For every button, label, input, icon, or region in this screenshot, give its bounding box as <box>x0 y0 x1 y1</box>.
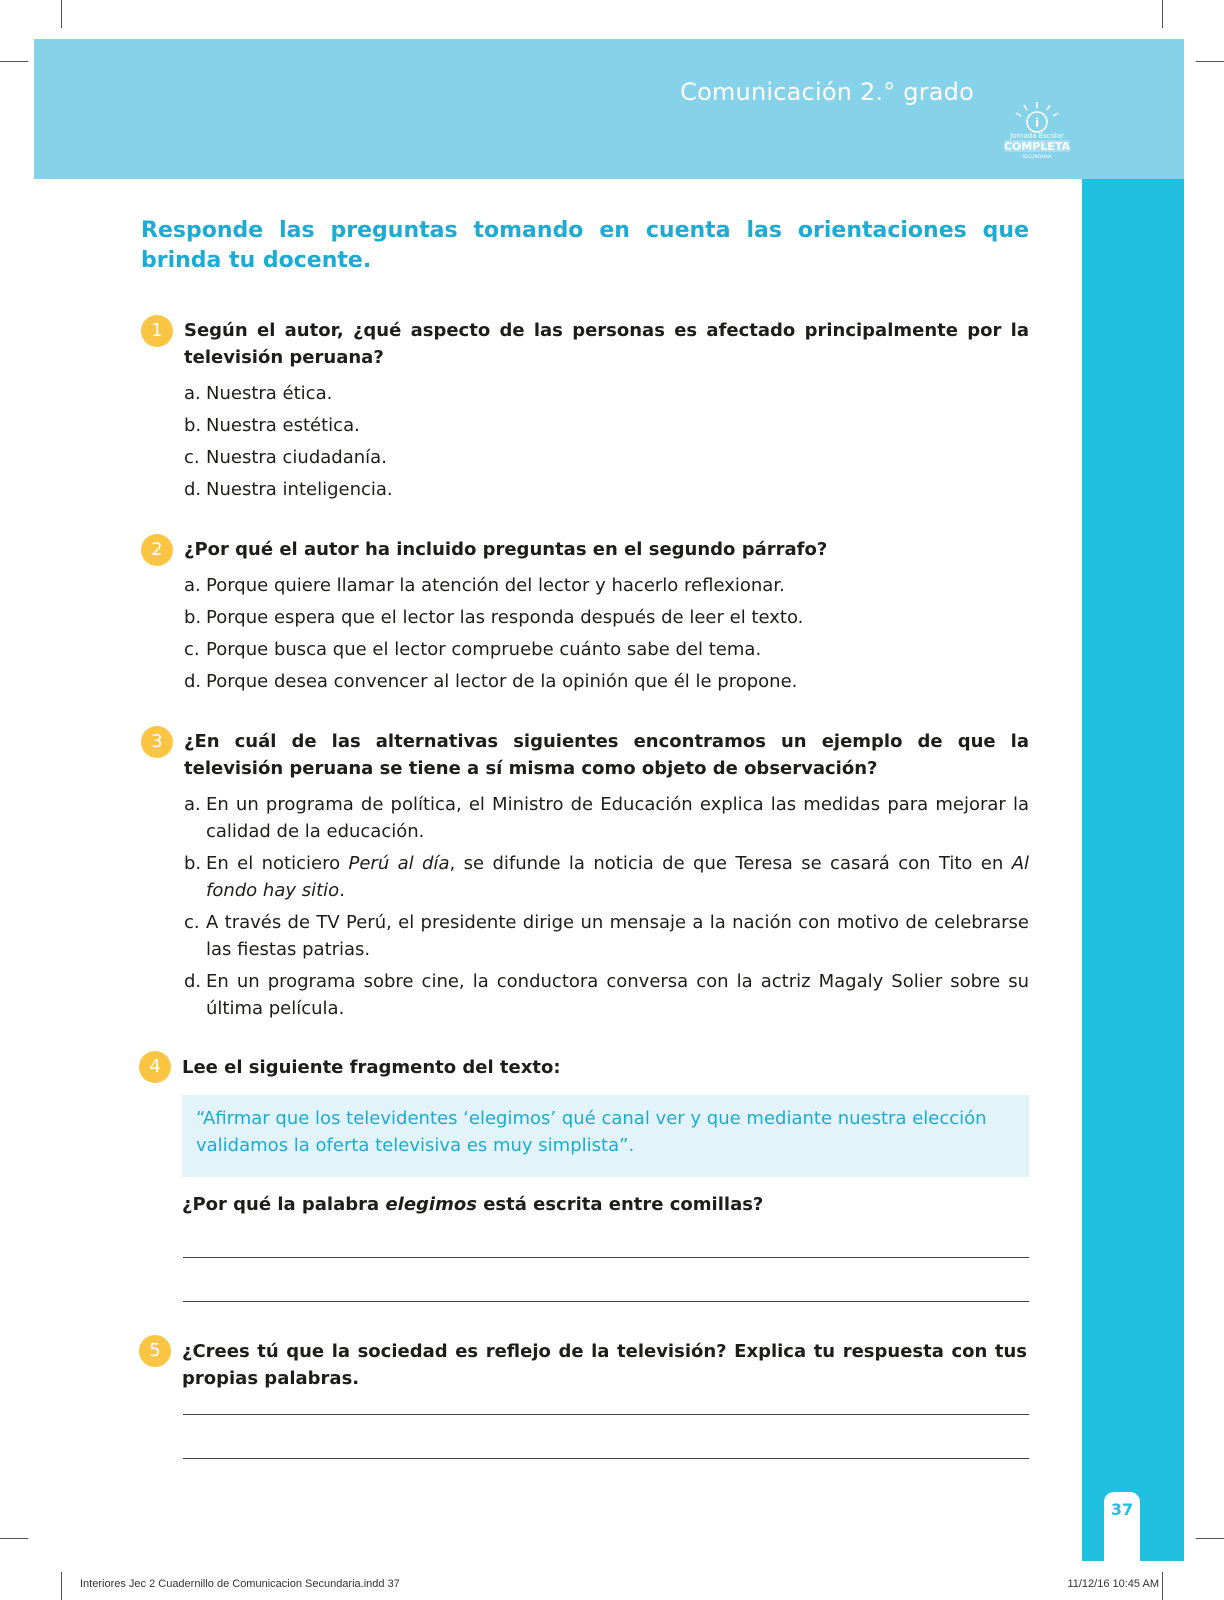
option-letter: d. <box>184 671 202 692</box>
option-item[interactable] <box>184 604 1029 631</box>
option-item[interactable] <box>184 636 1029 663</box>
option-letter: b. <box>184 853 202 874</box>
option-text: Nuestra estética. <box>206 415 360 436</box>
option-text: Porque desea convencer al lector de la opinión que él le propone. <box>206 671 798 692</box>
option-text: En el noticiero Perú al día, se difunde la noticia de que Teresa se casará con Tito en Al fondo hay sitio. <box>206 853 1030 901</box>
question-text: ¿Por qué el autor ha incluido preguntas en el segundo párrafo? <box>184 539 828 560</box>
option-letter: d. <box>184 971 202 992</box>
option-item[interactable] <box>184 968 1029 1022</box>
option-item[interactable] <box>184 476 1029 503</box>
crop-mark <box>61 1572 62 1600</box>
question-text: ¿Crees tú que la sociedad es reflejo de la televisión? Explica tu respuesta con tus propias palabras. <box>182 1341 1027 1389</box>
answer-line[interactable] <box>183 1257 1029 1258</box>
option-item[interactable] <box>184 668 1029 695</box>
answer-line[interactable] <box>183 1458 1029 1459</box>
option-letter: d. <box>184 479 202 500</box>
crop-mark <box>61 0 62 28</box>
quoted-fragment: “Afirmar que los televidentes ‘elegimos’ qué canal ver y que mediante nuestra elección validamos la oferta televisiva es muy simplista”. <box>182 1095 1029 1177</box>
option-letter: c. <box>184 447 200 468</box>
option-text: Nuestra ciudadanía. <box>206 447 387 468</box>
crop-mark <box>0 61 28 62</box>
question-text: Lee el siguiente fragmento del texto: <box>182 1057 561 1078</box>
option-item[interactable] <box>184 791 1029 845</box>
page-header-title: Comunicación 2.° grado <box>680 78 974 106</box>
option-letter: a. <box>184 383 201 404</box>
footer-filename: Interiores Jec 2 Cuadernillo de Comunicacion Secundaria.indd 37 <box>80 1578 400 1590</box>
option-item[interactable] <box>184 380 1029 407</box>
question-subprompt: ¿Por qué la palabra elegimos está escrita entre comillas? <box>182 1194 764 1215</box>
options-list <box>184 380 1029 508</box>
page-number-tab <box>1104 1492 1140 1561</box>
option-item[interactable] <box>184 412 1029 439</box>
option-item[interactable] <box>184 909 1029 963</box>
option-text: Nuestra ética. <box>206 383 333 404</box>
svg-text:COMPLETA: COMPLETA <box>1003 140 1071 153</box>
crop-mark <box>1196 1538 1224 1539</box>
option-text: Porque busca que el lector compruebe cuánto sabe del tema. <box>206 639 762 660</box>
question-number-badge: 4 <box>139 1051 171 1083</box>
answer-line[interactable] <box>183 1414 1029 1415</box>
instruction-heading: Responde las preguntas tomando en cuenta las orientaciones que brinda tu docente. <box>141 218 1029 273</box>
side-band <box>1082 179 1184 1561</box>
footer-timestamp: 11/12/16 10:45 AM <box>1067 1578 1159 1590</box>
option-letter: c. <box>184 639 200 660</box>
option-text: En un programa sobre cine, la conductora conversa con la actriz Magaly Solier sobre su última película. <box>206 971 1029 1019</box>
option-text: En un programa de política, el Ministro de Educación explica las medidas para mejorar la calidad de la educación. <box>206 794 1029 842</box>
crop-mark <box>1162 0 1163 28</box>
option-letter: b. <box>184 607 202 628</box>
option-letter: c. <box>184 912 200 933</box>
question-number-badge: 3 <box>141 726 173 758</box>
question-number-badge: 1 <box>141 315 173 347</box>
svg-text:SECUNDARIA: SECUNDARIA <box>1022 155 1052 160</box>
option-letter: a. <box>184 575 201 596</box>
question-text: Según el autor, ¿qué aspecto de las personas es afectado principalmente por la televisión peruana? <box>184 320 1029 368</box>
page-number: 37 <box>1110 1500 1134 1519</box>
crop-mark <box>0 1538 28 1539</box>
jornada-escolar-logo <box>994 100 1080 160</box>
crop-mark <box>1162 1572 1163 1600</box>
question-number-badge: 5 <box>139 1335 171 1367</box>
option-item[interactable] <box>184 572 1029 599</box>
option-letter: a. <box>184 794 201 815</box>
svg-text:i: i <box>1034 116 1040 130</box>
question-number-badge: 2 <box>141 534 173 566</box>
option-item[interactable] <box>184 850 1029 904</box>
svg-text:Jornada Escolar: Jornada Escolar <box>1009 132 1065 140</box>
option-letter: b. <box>184 415 202 436</box>
option-text: A través de TV Perú, el presidente dirige un mensaje a la nación con motivo de celebrarse las fiestas patrias. <box>206 912 1029 960</box>
option-text: Porque quiere llamar la atención del lector y hacerlo reflexionar. <box>206 575 785 596</box>
option-item[interactable] <box>184 444 1029 471</box>
question-text: ¿En cuál de las alternativas siguientes encontramos un ejemplo de que la televisión peruana se tiene a sí misma como objeto de observación? <box>184 731 1029 779</box>
option-text: Nuestra inteligencia. <box>206 479 393 500</box>
answer-line[interactable] <box>183 1301 1029 1302</box>
options-list <box>184 791 1029 1027</box>
crop-mark <box>1196 61 1224 62</box>
option-text: Porque espera que el lector las responda después de leer el texto. <box>206 607 804 628</box>
options-list <box>184 572 1029 700</box>
